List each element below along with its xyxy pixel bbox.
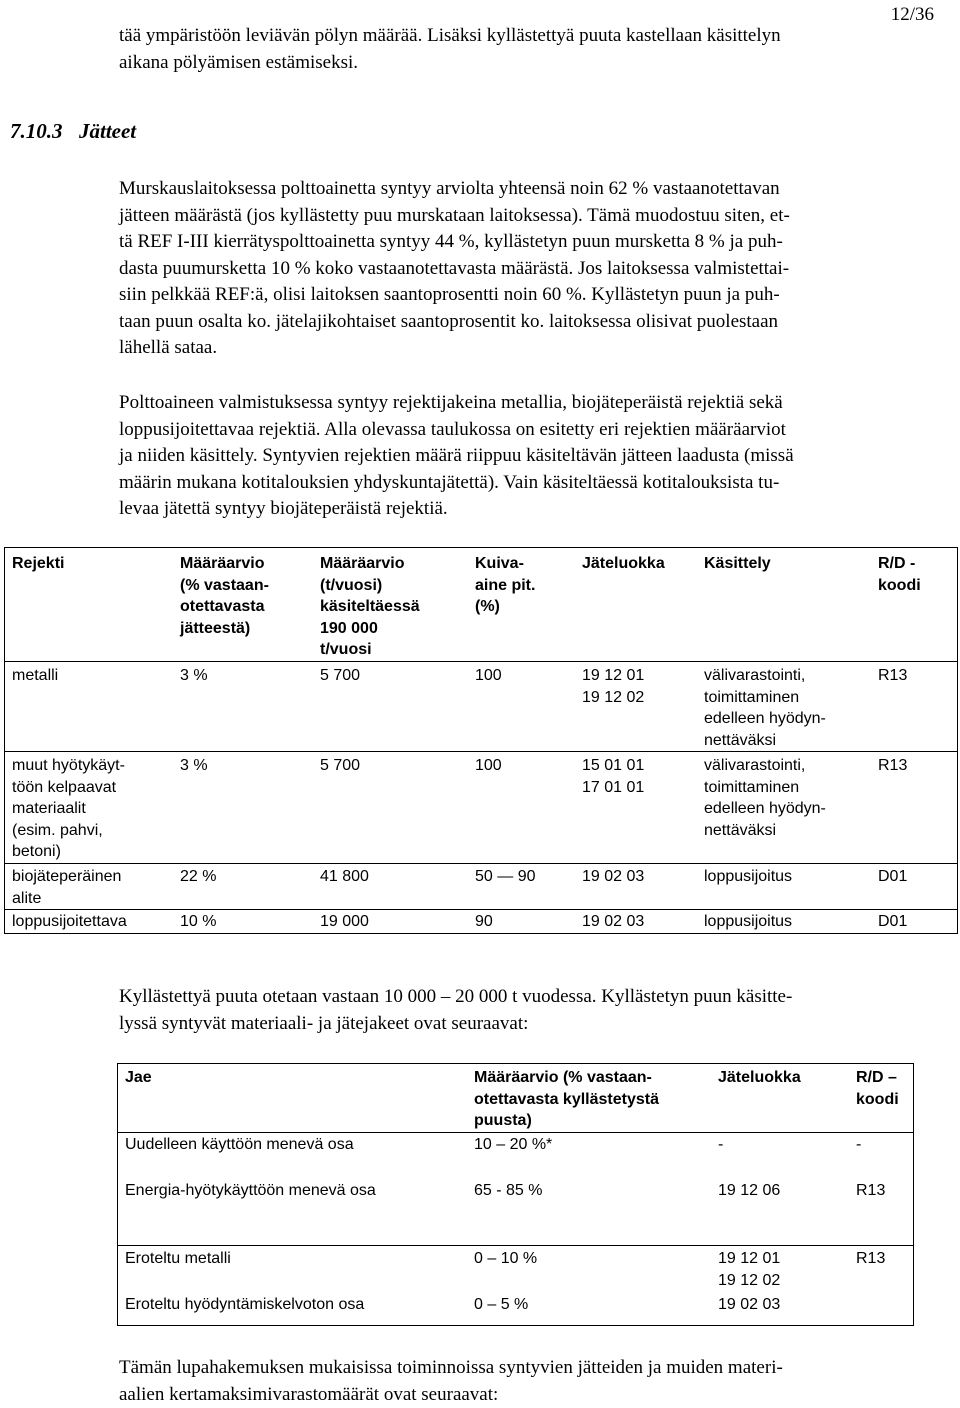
text-line: lähellä sataa. [119, 335, 790, 362]
table-cell: loppusijoitus [704, 866, 792, 888]
text-line: siin pelkkää REF:ä, olisi laitoksen saantoprosentti noin 60 %. Kyllästetyn puun ja puh- [119, 282, 790, 309]
table-header-cell: Rejekti [12, 553, 64, 575]
table-cell: R13 [878, 665, 907, 687]
table-cell: biojäteperäinen alite [12, 866, 121, 909]
table-cell: 3 % [180, 665, 208, 687]
table-cell: 0 – 5 % [474, 1294, 528, 1316]
table-cell: 41 800 [320, 866, 369, 888]
table-cell: 3 % [180, 755, 208, 777]
table-cell: 5 700 [320, 665, 360, 687]
table-cell: 10 % [180, 911, 216, 933]
text-line: aalien kertamaksimivarastomäärät ovat seuraavat: [119, 1382, 783, 1408]
table-header-cell: Jäteluokka [718, 1067, 801, 1089]
table-header-cell: Määräarvio (% vastaan- otettavasta kyllästetystä puusta) [474, 1067, 659, 1132]
section-title: Jätteet [79, 119, 136, 143]
text-line: loppusijoitettavaa rejektiä. Alla olevassa taulukossa on esitetty eri rejektien määräarviot [119, 417, 794, 444]
table-cell: muut hyötykäyt- töön kelpaavat materiaalit (esim. pahvi, betoni) [12, 755, 125, 863]
table-rule [117, 1245, 914, 1246]
table-cell: Eroteltu metalli [125, 1248, 231, 1270]
table-cell: loppusijoitus [704, 911, 792, 933]
table-cell: metalli [12, 665, 58, 687]
table-header-cell: Jae [125, 1067, 152, 1089]
table-cell: 10 – 20 %* [474, 1134, 552, 1156]
table-cell: 19 02 03 [582, 866, 644, 888]
table-cell: välivarastointi, toimittaminen edelleen hyödyn- nettäväksi [704, 755, 826, 841]
table-cell: 50 — 90 [475, 866, 535, 888]
text-line: ja niiden käsittely. Syntyvien rejektien määrä riippuu käsiteltävän jätteen laadusta (missä [119, 443, 794, 470]
table-header-cell: R/D – koodi [856, 1067, 899, 1110]
table-header-cell: Jäteluokka [582, 553, 665, 575]
table-header-cell: R/D - koodi [878, 553, 921, 596]
table-cell: 0 – 10 % [474, 1248, 537, 1270]
text-line: lyssä syntyvät materiaali- ja jätejakeet ovat seuraavat: [119, 1011, 792, 1038]
table-rule [117, 1063, 118, 1326]
table-cell: Energia-hyötykäyttöön menevä osa [125, 1180, 376, 1202]
table-rule [913, 1063, 914, 1326]
table-cell: 22 % [180, 866, 216, 888]
text-line: Polttoaineen valmistuksessa syntyy rejektijakeina metallia, biojäteperäistä rejektiä sekä [119, 390, 794, 417]
table-cell: 19 02 03 [718, 1294, 780, 1316]
table-cell: Uudelleen käyttöön menevä osa [125, 1134, 354, 1156]
table-cell: 90 [475, 911, 493, 933]
text-line: Murskauslaitoksessa polttoainetta syntyy arviolta yhteensä noin 62 % vastaanotettavan [119, 176, 790, 203]
page-number: 12/36 [891, 2, 934, 29]
table-cell: - [856, 1134, 861, 1156]
paragraph-storage [119, 1355, 783, 1408]
table-cell: 19 02 03 [582, 911, 644, 933]
table-header-cell: Käsittely [704, 553, 771, 575]
table-cell: välivarastointi, toimittaminen edelleen hyödyn- nettäväksi [704, 665, 826, 751]
table-cell: 19 000 [320, 911, 369, 933]
table-cell: 15 01 01 17 01 01 [582, 755, 644, 798]
text-line: tä REF I-III kierrätyspolttoainetta syntyy 44 %, kyllästetyn puun mursketta 8 % ja puh- [119, 229, 790, 256]
text-line: Kyllästettyä puuta otetaan vastaan 10 000 – 20 000 t vuodessa. Kyllästetyn puun käsitte- [119, 984, 792, 1011]
text-line: tää ympäristöön leviävän pölyn määrää. Lisäksi kyllästettyä puuta kastellaan käsittelyn [119, 23, 781, 50]
text-line: aikana pölyämisen estämiseksi. [119, 50, 781, 77]
text-line: jätteen määrästä (jos kyllästetty puu murskataan laitoksessa). Tämä muodostuu siten, et- [119, 203, 790, 230]
table-cell: D01 [878, 866, 907, 888]
table-cell: R13 [878, 755, 907, 777]
section-number: 7.10.3 [10, 119, 63, 143]
table-header-cell: Kuiva- aine pit. (%) [475, 553, 535, 618]
table-cell: - [718, 1134, 723, 1156]
table-cell: 19 12 01 19 12 02 [718, 1248, 780, 1291]
text-line: määrin mukana kotitalouksien yhdyskuntajätettä). Vain käsiteltäessä kotitalouksista tu- [119, 470, 794, 497]
table-cell: 100 [475, 665, 502, 687]
text-line: taan puun osalta ko. jätelajikohtaiset saantoprosentit ko. laitoksessa olisivat puolestaan [119, 309, 790, 336]
table-cell: D01 [878, 911, 907, 933]
table-cell: loppusijoitettava [12, 911, 127, 933]
table-header-cell: Määräarvio (t/vuosi) käsiteltäessä 190 000 t/vuosi [320, 553, 420, 661]
text-line: dasta puumursketta 10 % koko vastaanotettavasta määrästä. Jos laitoksessa valmistettai- [119, 256, 790, 283]
table-rule [117, 1325, 914, 1326]
table-header-cell: Määräarvio (% vastaan- otettavasta jätteestä) [180, 553, 269, 639]
table-cell: R13 [856, 1180, 885, 1202]
table-rule [117, 1132, 914, 1133]
table-cell: 65 - 85 % [474, 1180, 542, 1202]
table-cell: 5 700 [320, 755, 360, 777]
text-line: Tämän lupahakemuksen mukaisissa toiminnoissa syntyvien jätteiden ja muiden materi- [119, 1355, 783, 1382]
table-cell: 100 [475, 755, 502, 777]
table-cell: 19 12 01 19 12 02 [582, 665, 644, 708]
text-line: levaa jätettä syntyy biojäteperäistä rejektiä. [119, 496, 794, 523]
table-rule [117, 1063, 914, 1064]
table-cell: Eroteltu hyödyntämiskelvoton osa [125, 1294, 364, 1316]
table-cell: R13 [856, 1248, 885, 1270]
table-cell: 19 12 06 [718, 1180, 780, 1202]
